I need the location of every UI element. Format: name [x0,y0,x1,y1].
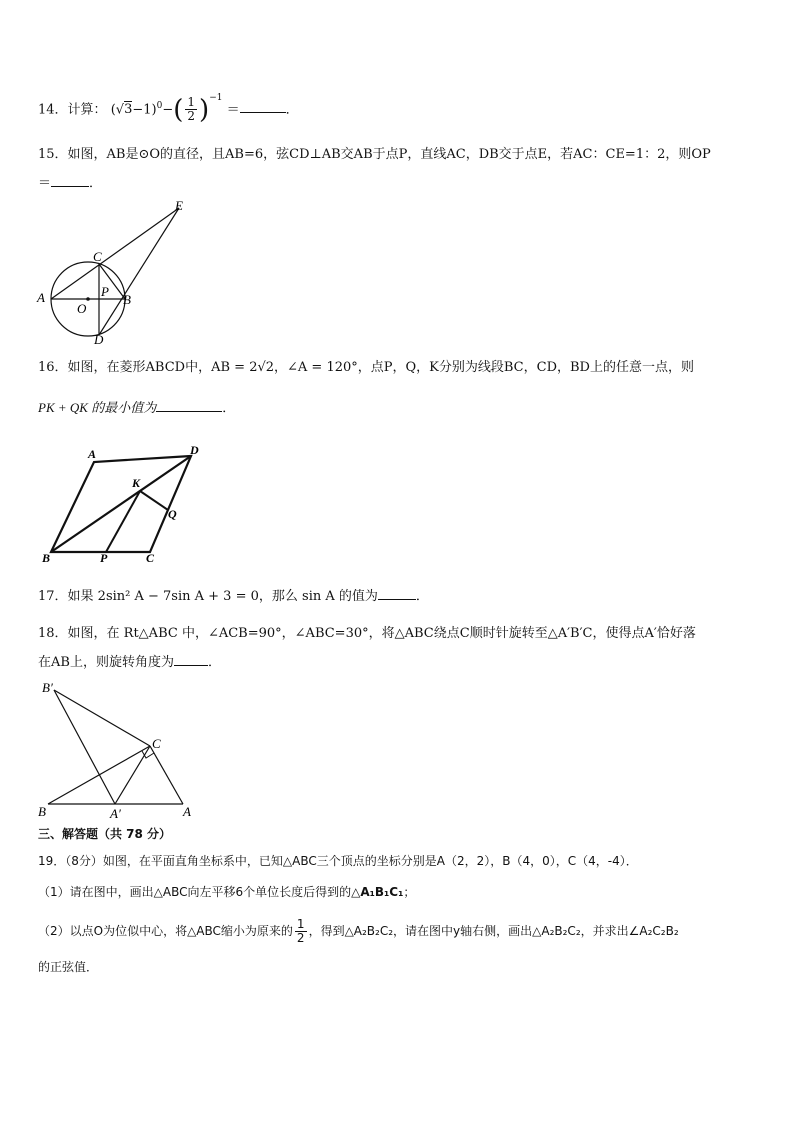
q14-radicand: 3 [124,102,133,118]
q16-segment-kq [140,491,168,510]
q14-frac-num: 1 [187,95,196,110]
q19-fraction [295,918,307,945]
question-14 [38,93,299,125]
q18-label-bprime: B′ [42,680,53,695]
q17-end: ． [415,589,429,604]
q16-segment-pk [106,491,140,552]
q16-label-b: B [42,551,51,564]
q18-segment-b-c [48,746,150,804]
question-17 [38,587,429,607]
q14-prefix: 计算： [67,102,107,118]
q19-part1-triangle: A₁B₁C₁ [360,885,404,899]
q18-line2-text: 在AB上，则旋转角度为 [38,655,174,670]
q16-label-d: D [190,443,199,457]
q15-label-p: P [101,284,109,299]
q14-lparen: ( [173,94,184,125]
q18-label-a: A [183,804,191,819]
q16-label-c: C [146,551,155,564]
question-15-line2 [38,174,102,194]
question-19-part2-line2: 的正弦值． [38,960,99,974]
q16-label-p: P [100,551,108,564]
q19-part1-prefix: （1）请在图中，画出△ABC向左平移6个单位长度后得到的△ [38,885,361,899]
question-16-line1: 16．如图，在菱形ABCD中，AB = 2√2，∠A = 120°，点P，Q，K分别为线段BC，CD，BD上的任意一点，则 [38,360,694,375]
question-18-line1: 18．如图，在 Rt△ABC 中，∠ACB=90°，∠ABC=30°，将△ABC绕点C顺时针旋转至△A′B′C，使得点A′恰好落 [38,626,696,641]
question-18-line2 [38,653,221,673]
q18-label-b: B [38,804,46,819]
q14-minus-one: −1) [132,102,157,118]
q14-end: ． [285,102,299,118]
question-19-line1: 19．（8分）如图，在平面直角坐标系中，已知△ABC三个顶点的坐标分别是A（2，2），B（4，0），C（4，-4）． [38,854,638,868]
q16-answer-blank[interactable] [156,399,222,412]
question-15-line1: 15．如图，AB是⊙O的直径，且AB=6，弦CD⊥AB交AB于点P，直线AC，DB交于点E，若AC：CE=1：2，则OP [38,147,711,162]
q15-answer-blank[interactable] [51,174,89,187]
q15-label-c: C [93,249,102,264]
q14-answer-blank[interactable] [240,100,286,113]
q14-number: 14． [38,102,68,118]
q15-label-d: D [94,332,104,344]
q19-part2-mid: ，得到△A₂B₂C₂，请在图中y轴右侧，画出△A₂B₂C₂，并求出∠A₂C₂B₂ [308,924,679,938]
q15-label-b: B [123,292,131,307]
q18-end: ． [207,655,221,670]
q18-triangle-figure [34,678,204,820]
q16-rhombus-figure [36,440,208,564]
q18-answer-blank[interactable] [174,653,208,666]
q15-line-de [99,208,179,335]
q14-rparen: ) [199,94,210,125]
q18-label-c: C [152,736,161,751]
q14-equals: ＝ [226,102,240,118]
section-3-heading: 三、解答题（共 78 分） [38,827,172,841]
q19-part1-end: ； [403,885,416,899]
q16-label-a: A [88,447,97,461]
q16-line2-text: PK + QK 的最小值为 [38,400,157,415]
q14-open-paren: ( [110,102,116,118]
q15-end: ． [89,176,103,191]
q15-circle-figure [30,196,200,344]
q14-sqrt: √ [115,102,125,118]
q14-exp0: 0 [156,101,163,111]
q16-label-q: Q [168,507,177,521]
q15-label-a: A [37,290,45,305]
q15-label-o: O [77,301,87,316]
q14-frac-den: 2 [187,109,196,124]
q16-label-k: K [132,476,141,490]
q19-frac-num: 1 [296,917,305,931]
q18-segment-c-a [150,746,183,804]
q14-exp-neg1: −1 [209,93,223,103]
q15-equals: ＝ [38,176,52,191]
q15-label-e: E [175,198,183,213]
q19-part2-prefix: （2）以点O为位似中心，将△ABC缩小为原来的 [38,924,293,938]
question-19-part1 [38,882,415,902]
q14-minus: − [162,102,174,118]
question-16-line2 [38,398,235,419]
q16-end: ． [222,401,236,416]
q14-fraction [185,96,197,123]
q18-label-aprime: A′ [110,806,121,820]
q15-center-dot [86,297,90,301]
question-19-part2 [38,918,679,945]
q19-frac-den: 2 [296,931,305,945]
q17-text: 17．如果 2sin² A − 7sin A + 3 = 0，那么 sin A 的值为 [38,589,378,604]
q18-segment-aprime-c [115,746,150,804]
q17-answer-blank[interactable] [378,587,416,600]
